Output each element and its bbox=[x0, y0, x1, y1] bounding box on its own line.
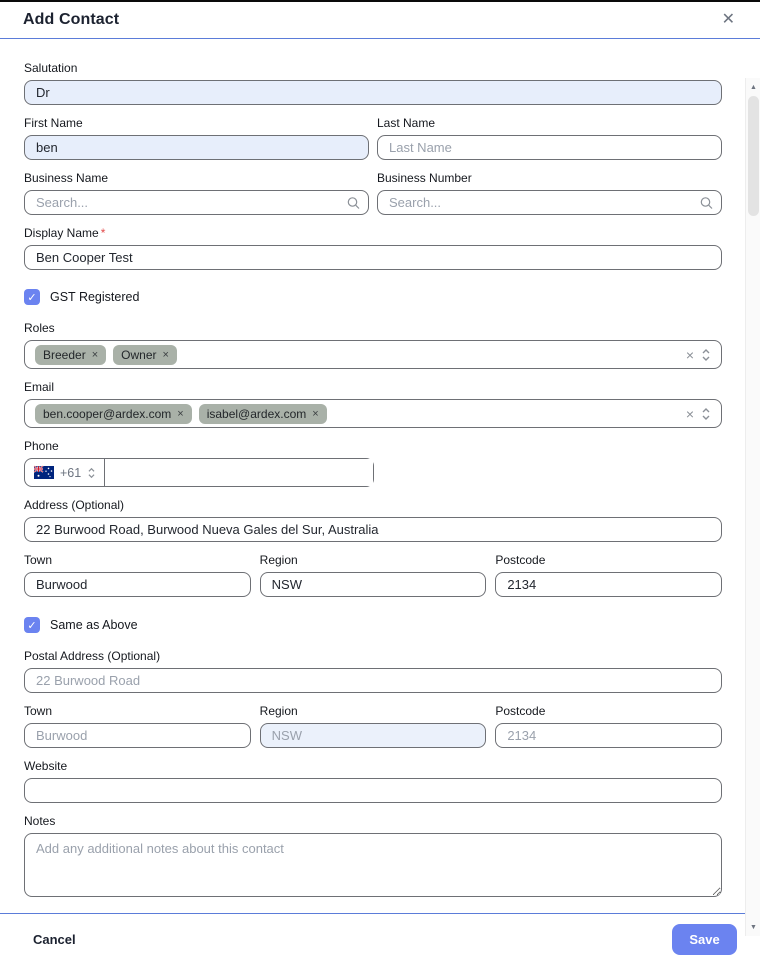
tag-remove-icon[interactable]: × bbox=[162, 348, 169, 361]
scroll-down-icon[interactable]: ▼ bbox=[750, 923, 757, 931]
postal-address-field-group bbox=[24, 649, 722, 693]
business-number-field-group bbox=[377, 171, 722, 215]
postcode-label: Postcode bbox=[495, 553, 546, 567]
scrollbar-thumb[interactable] bbox=[748, 96, 759, 216]
roles-multiselect[interactable] bbox=[24, 340, 722, 369]
dialog-footer bbox=[0, 913, 760, 965]
same-as-above-row bbox=[24, 617, 722, 633]
first-name-input[interactable] bbox=[24, 135, 369, 160]
last-name-field-group bbox=[377, 116, 722, 160]
postal-detail-row bbox=[24, 704, 722, 759]
roles-unfold-icon[interactable] bbox=[701, 348, 711, 362]
address-field-group bbox=[24, 498, 722, 542]
dialog-body bbox=[0, 39, 760, 931]
email-multiselect[interactable] bbox=[24, 399, 722, 428]
email-label: Email bbox=[24, 380, 55, 394]
cancel-button[interactable]: Cancel bbox=[33, 932, 76, 947]
postal-postcode-input[interactable] bbox=[495, 723, 722, 748]
dialog-header bbox=[0, 2, 760, 39]
vertical-scrollbar[interactable] bbox=[745, 78, 760, 936]
same-as-above-label: Same as Above bbox=[50, 618, 138, 632]
notes-field-group bbox=[24, 814, 722, 902]
scroll-up-icon[interactable]: ▲ bbox=[750, 83, 757, 91]
name-row bbox=[24, 116, 722, 171]
salutation-label: Salutation bbox=[24, 61, 78, 75]
phone-country-unfold-icon bbox=[87, 467, 96, 479]
tag-label: isabel@ardex.com bbox=[206, 406, 307, 421]
town-field-group bbox=[24, 553, 251, 597]
address-label: Address (Optional) bbox=[24, 498, 125, 512]
roles-label: Roles bbox=[24, 321, 55, 335]
phone-label: Phone bbox=[24, 439, 59, 453]
australia-flag-icon bbox=[34, 466, 54, 479]
postal-region-field-group bbox=[260, 704, 487, 748]
town-label: Town bbox=[24, 553, 53, 567]
postal-postcode-field-group bbox=[495, 704, 722, 748]
region-input[interactable] bbox=[260, 572, 487, 597]
business-number-label: Business Number bbox=[377, 171, 472, 185]
gst-registered-label: GST Registered bbox=[50, 290, 140, 304]
last-name-input[interactable] bbox=[377, 135, 722, 160]
business-row bbox=[24, 171, 722, 226]
website-field-group bbox=[24, 759, 722, 803]
postcode-input[interactable] bbox=[495, 572, 722, 597]
business-name-label: Business Name bbox=[24, 171, 109, 185]
tag-label: Breeder bbox=[43, 347, 86, 362]
phone-control bbox=[24, 458, 374, 487]
postal-region-label: Region bbox=[259, 704, 298, 718]
salutation-field-group bbox=[24, 61, 722, 105]
address-input[interactable] bbox=[24, 517, 722, 542]
email-field-group bbox=[24, 380, 722, 428]
postal-address-input[interactable] bbox=[24, 668, 722, 693]
postal-region-input[interactable] bbox=[260, 723, 487, 748]
tag-chip bbox=[35, 345, 106, 365]
region-label: Region bbox=[259, 553, 298, 567]
phone-country-code: +61 bbox=[60, 465, 82, 480]
business-name-search-input[interactable] bbox=[24, 190, 369, 215]
display-name-input[interactable] bbox=[24, 245, 722, 270]
first-name-field-group bbox=[24, 116, 369, 160]
required-asterisk: * bbox=[100, 226, 106, 240]
email-clear-icon[interactable]: × bbox=[685, 405, 694, 422]
website-label: Website bbox=[24, 759, 68, 773]
region-field-group bbox=[260, 553, 487, 597]
notes-label: Notes bbox=[24, 814, 56, 828]
postcode-field-group bbox=[495, 553, 722, 597]
email-unfold-icon[interactable] bbox=[701, 407, 711, 421]
dialog-title: Add Contact bbox=[23, 11, 120, 28]
notes-textarea[interactable] bbox=[24, 833, 722, 897]
business-number-search-input[interactable] bbox=[377, 190, 722, 215]
postal-address-label: Postal Address (Optional) bbox=[24, 649, 161, 663]
phone-country-select[interactable] bbox=[25, 459, 105, 486]
salutation-input[interactable] bbox=[24, 80, 722, 105]
business-name-field-group bbox=[24, 171, 369, 215]
postal-postcode-label: Postcode bbox=[495, 704, 546, 718]
same-as-above-checkbox[interactable]: ✓ bbox=[24, 617, 40, 633]
tag-label: ben.cooper@ardex.com bbox=[43, 406, 172, 421]
postal-town-input[interactable] bbox=[24, 723, 251, 748]
tag-remove-icon[interactable]: × bbox=[312, 407, 319, 420]
last-name-label: Last Name bbox=[377, 116, 436, 130]
close-icon[interactable]: ✕ bbox=[721, 11, 735, 28]
postal-town-field-group bbox=[24, 704, 251, 748]
roles-field-group bbox=[24, 321, 722, 369]
website-input[interactable] bbox=[24, 778, 722, 803]
gst-registered-row bbox=[24, 289, 722, 305]
roles-clear-icon[interactable]: × bbox=[685, 346, 694, 363]
postal-town-label: Town bbox=[24, 704, 53, 718]
tag-chip bbox=[35, 404, 192, 424]
search-icon bbox=[700, 196, 713, 209]
display-name-label: Display Name * bbox=[24, 226, 106, 240]
tag-chip bbox=[113, 345, 177, 365]
display-name-field-group bbox=[24, 226, 722, 270]
save-button[interactable]: Save bbox=[672, 924, 737, 955]
tag-chip bbox=[199, 404, 327, 424]
address-detail-row bbox=[24, 553, 722, 608]
first-name-label: First Name bbox=[24, 116, 83, 130]
town-input[interactable] bbox=[24, 572, 251, 597]
tag-remove-icon[interactable]: × bbox=[91, 348, 99, 361]
tag-remove-icon[interactable]: × bbox=[177, 407, 184, 420]
tag-label: Owner bbox=[121, 347, 157, 362]
search-icon bbox=[347, 196, 360, 209]
phone-field-group bbox=[24, 439, 722, 487]
phone-number-input[interactable] bbox=[105, 459, 373, 486]
gst-registered-checkbox[interactable]: ✓ bbox=[24, 289, 40, 305]
